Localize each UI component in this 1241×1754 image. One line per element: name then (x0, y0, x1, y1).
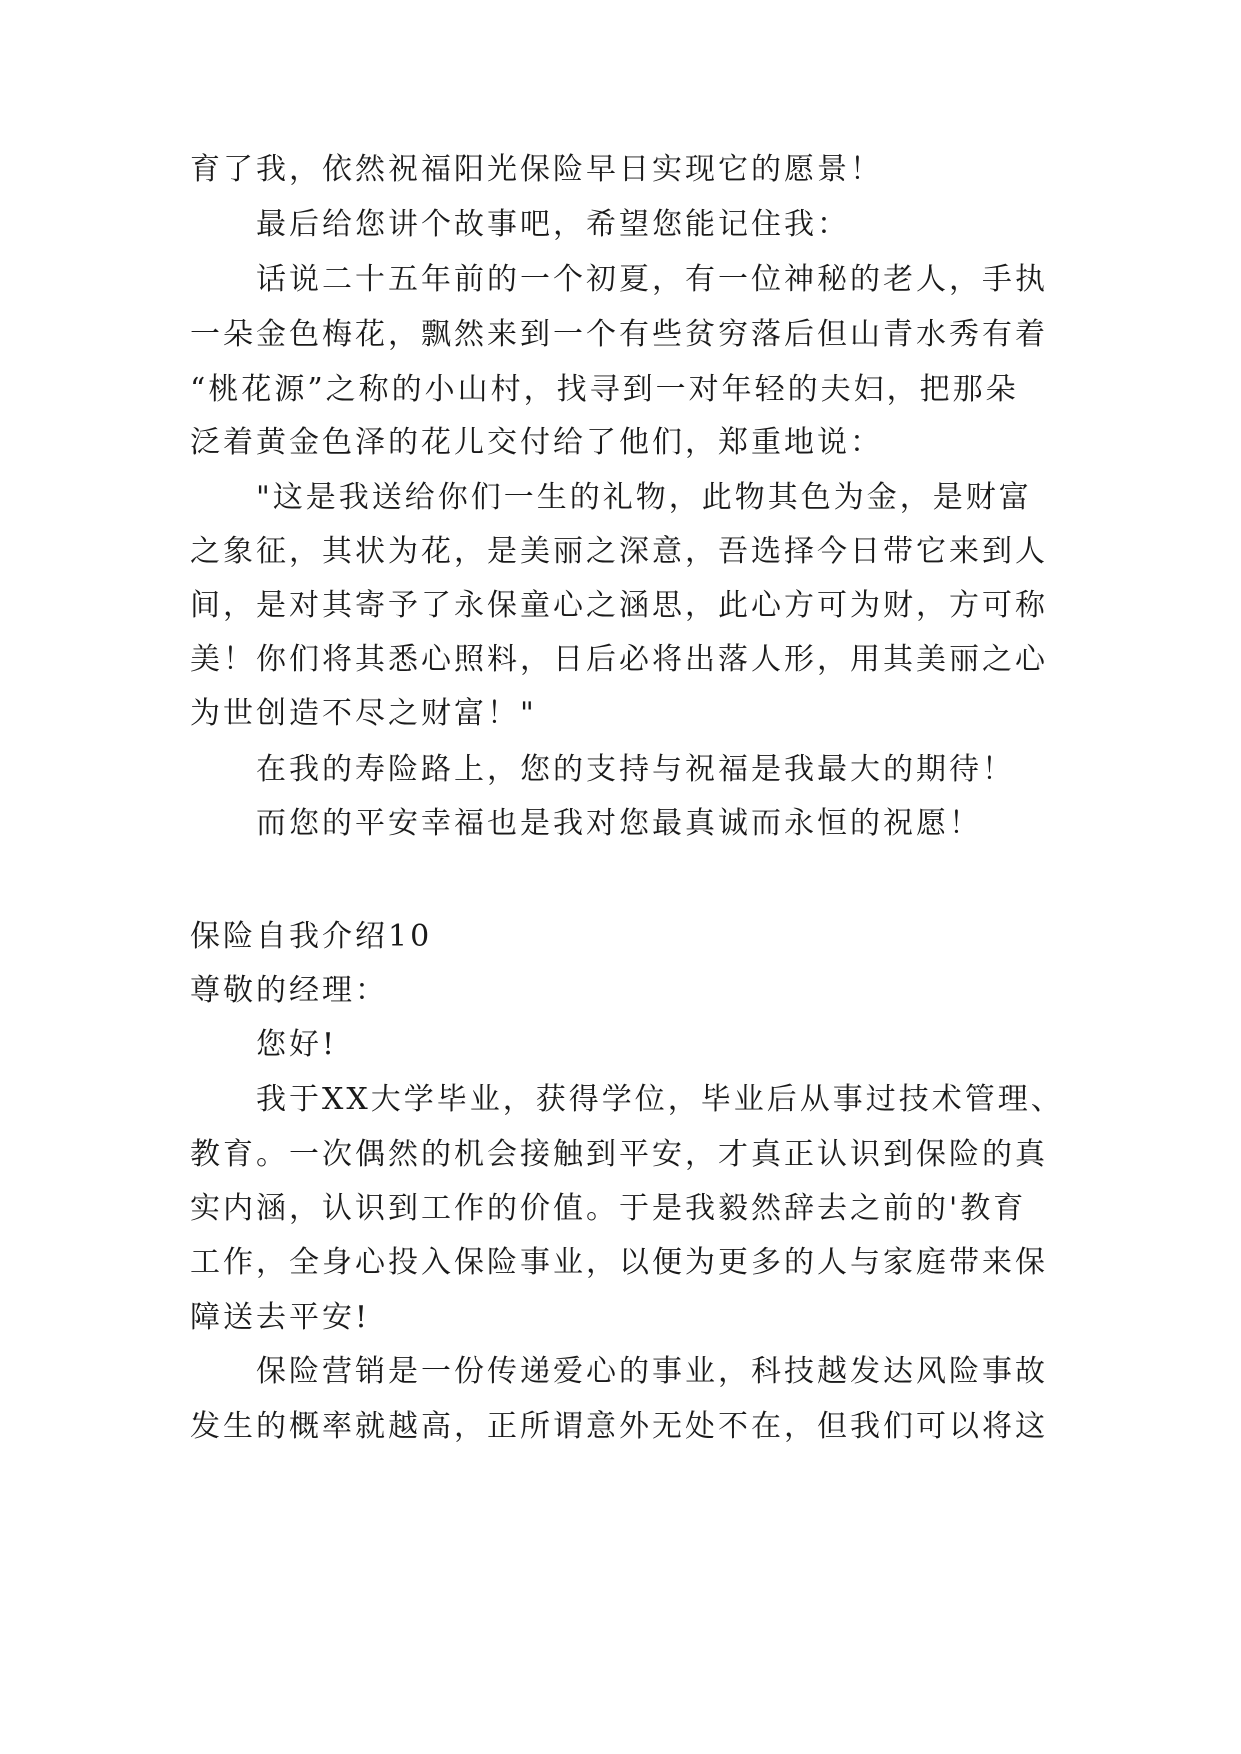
paragraph-line: 美！你们将其悉心照料，日后必将出落人形，用其美丽之心 (190, 642, 1048, 677)
paragraph-line: 工作，全身心投入保险事业，以便为更多的人与家庭带来保 (190, 1245, 1048, 1280)
paragraph-line: 障送去平安! (190, 1300, 371, 1335)
paragraph-line: 实内涵，认识到工作的价值。于是我毅然辞去之前的'教育 (190, 1191, 1027, 1226)
paragraph-line: 我于XX大学毕业，获得学位，毕业后从事过技术管理、 (256, 1082, 1064, 1117)
paragraph-line: 间，是对其寄予了永保童心之涵思，此心方可为财，方可称 (190, 588, 1048, 623)
paragraph-line: 泛着黄金色泽的花儿交付给了他们，郑重地说： (190, 425, 883, 460)
salutation: 尊敬的经理： (190, 973, 388, 1008)
paragraph-line: 为世创造不尽之财富！" (190, 696, 537, 731)
paragraph-line: 在我的寿险路上，您的支持与祝福是我最大的期待！ (256, 752, 1015, 787)
section-title: 保险自我介绍10 (190, 919, 433, 954)
paragraph-line: 最后给您讲个故事吧，希望您能记住我： (256, 207, 850, 242)
paragraph-line: 发生的概率就越高，正所谓意外无处不在，但我们可以将这 (190, 1409, 1048, 1444)
paragraph-line: 一朵金色梅花，飘然来到一个有些贫穷落后但山青水秀有着 (190, 317, 1048, 352)
paragraph-line: 您好! (256, 1027, 338, 1062)
paragraph-line: 育了我，依然祝福阳光保险早日实现它的愿景！ (190, 152, 883, 187)
paragraph-line: 教育。一次偶然的机会接触到平安，才真正认识到保险的真 (190, 1137, 1048, 1172)
paragraph-line: 话说二十五年前的一个初夏，有一位神秘的老人，手执 (256, 262, 1048, 297)
paragraph-line: “桃花源”之称的小山村，找寻到一对年轻的夫妇，把那朵 (190, 372, 1019, 407)
paragraph-line: 之象征，其状为花，是美丽之深意，吾选择今日带它来到人 (190, 534, 1048, 569)
paragraph-line: "这是我送给你们一生的礼物，此物其色为金，是财富 (256, 480, 1032, 515)
paragraph-line: 而您的平安幸福也是我对您最真诚而永恒的祝愿！ (256, 806, 982, 841)
paragraph-line: 保险营销是一份传递爱心的事业，科技越发达风险事故 (256, 1354, 1048, 1389)
